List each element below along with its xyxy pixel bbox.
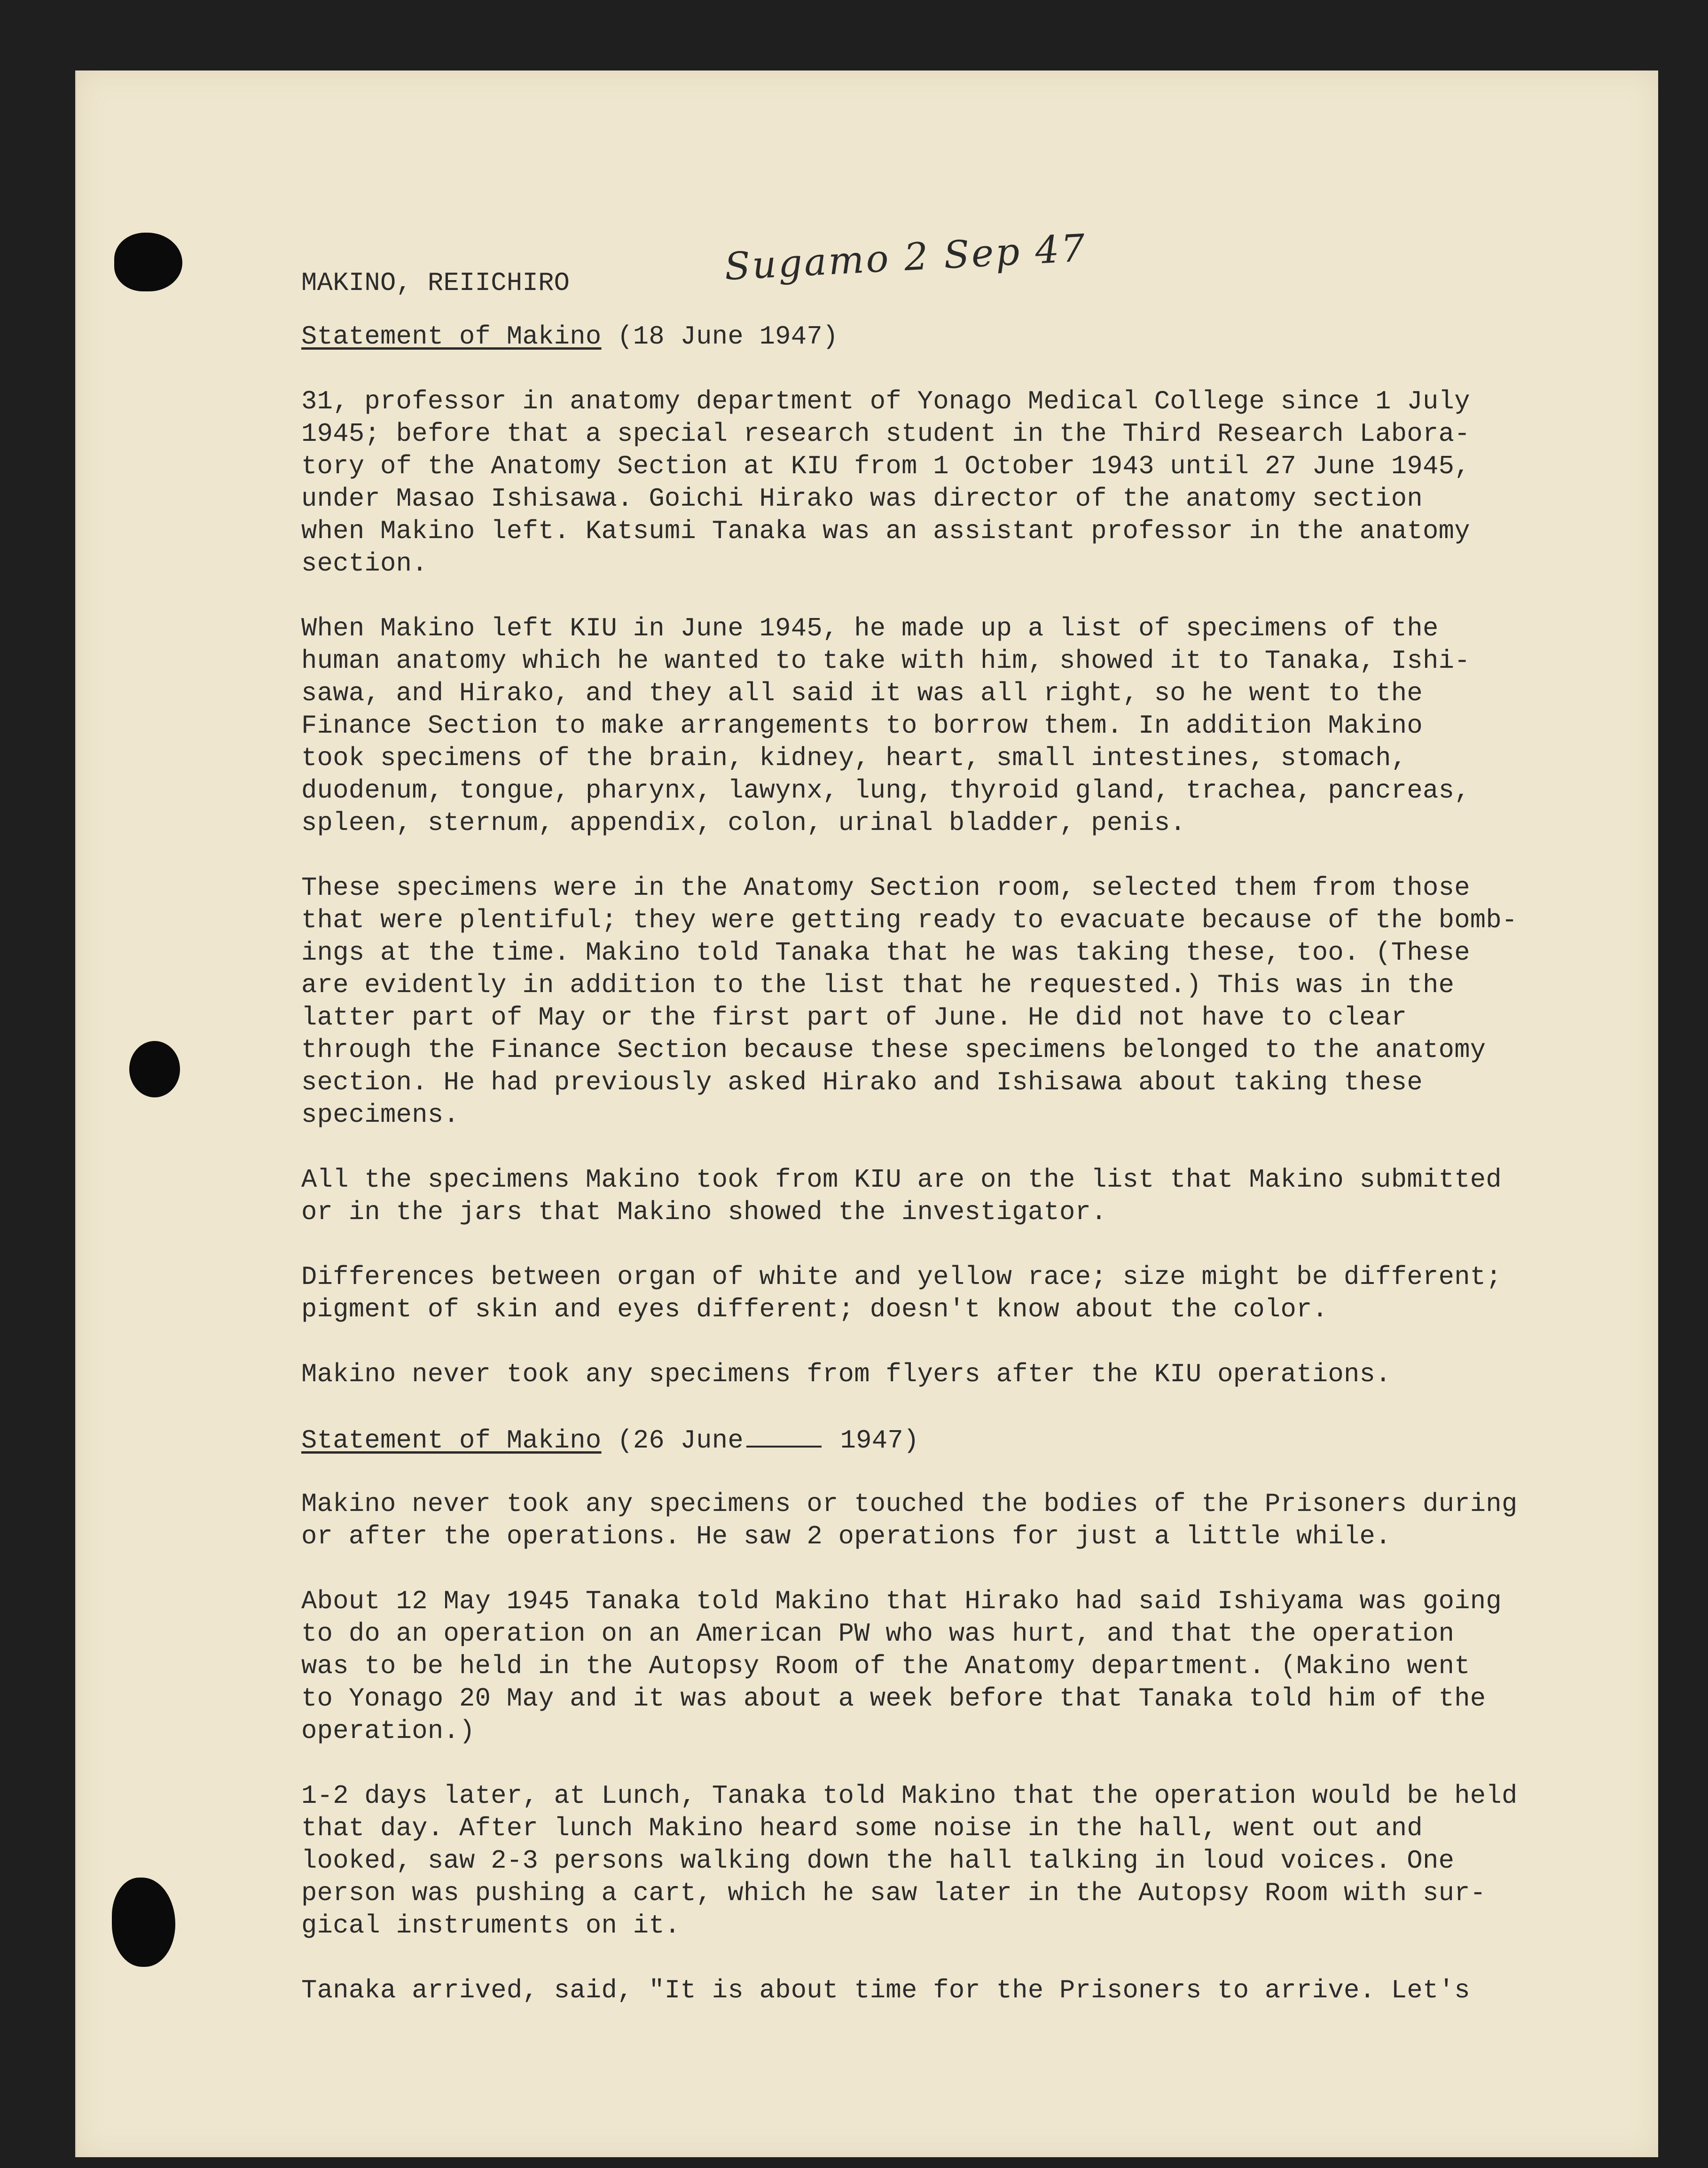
text-line: looked, saw 2-3 persons walking down the hall talking in loud voices. One (301, 1846, 1455, 1876)
text-line: to Yonago 20 May and it was about a week before that Tanaka told him of the (301, 1684, 1486, 1714)
paragraph (301, 1974, 1658, 2007)
text-line: sawa, and Hirako, and they all said it was all right, so he went to the (301, 679, 1423, 708)
statement-heading-title: Statement of Makino (301, 1426, 602, 1456)
punch-hole (129, 1041, 180, 1097)
handwritten-note: Sugamo 2 Sep 47 (723, 226, 1088, 289)
text-line: Tanaka arrived, said, "It is about time for the Prisoners to arrive. Let's (301, 1976, 1470, 2005)
date-blank-line (746, 1423, 822, 1448)
text-line: specimens. (301, 1100, 460, 1130)
paragraph (301, 872, 1658, 1131)
paragraph (301, 1585, 1658, 1747)
text-line: human anatomy which he wanted to take with him, showed it to Tanaka, Ishi- (301, 646, 1470, 676)
text-line: section. (301, 549, 428, 579)
text-line: 1-2 days later, at Lunch, Tanaka told Makino that the operation would be held (301, 1781, 1518, 1811)
typed-text (301, 226, 1658, 2039)
text-line: When Makino left KIU in June 1945, he made up a list of specimens of the (301, 614, 1439, 643)
text-line: All the specimens Makino took from KIU are on the list that Makino submitted (301, 1165, 1502, 1195)
text-line: took specimens of the brain, kidney, heart, small intestines, stomach, (301, 744, 1407, 773)
text-line: operation.) (301, 1716, 475, 1746)
text-line: ings at the time. Makino told Tanaka that he was taking these, too. (These (301, 938, 1470, 968)
statement-1-body (301, 385, 1658, 1391)
paragraph (301, 1780, 1658, 1942)
statement-heading-year: 1947) (824, 1426, 919, 1456)
text-line: through the Finance Section because these specimens belonged to the anatomy (301, 1035, 1486, 1065)
paragraph (301, 1261, 1658, 1326)
statement-heading-1 (301, 321, 1658, 353)
text-line: or after the operations. He saw 2 operations for just a little while. (301, 1522, 1391, 1551)
text-line: gical instruments on it. (301, 1911, 681, 1941)
text-line: spleen, sternum, appendix, colon, urinal bladder, penis. (301, 808, 1186, 838)
text-line: or in the jars that Makino showed the investigator. (301, 1197, 1107, 1227)
text-line: that were plentiful; they were getting ready to evacuate because of the bomb- (301, 906, 1518, 935)
paragraph (301, 612, 1658, 839)
text-line: under Masao Ishisawa. Goichi Hirako was director of the anatomy section (301, 484, 1423, 514)
name-header: MAKINO, REIICHIRO (301, 268, 570, 298)
text-line: Differences between organ of white and yellow race; size might be different; (301, 1262, 1502, 1292)
text-line: Makino never took any specimens or touched the bodies of the Prisoners during (301, 1489, 1518, 1519)
paragraph (301, 1488, 1658, 1553)
text-line: Makino never took any specimens from flyers after the KIU operations. (301, 1360, 1391, 1389)
paragraph (301, 1358, 1658, 1391)
punch-hole (114, 233, 182, 291)
text-line: that day. After lunch Makino heard some noise in the hall, went out and (301, 1814, 1423, 1843)
statement-2-body (301, 1488, 1658, 2007)
text-line: duodenum, tongue, pharynx, lawynx, lung, thyroid gland, trachea, pancreas, (301, 776, 1470, 806)
text-line: when Makino left. Katsumi Tanaka was an assistant professor in the anatomy (301, 517, 1470, 546)
text-line: to do an operation on an American PW who was hurt, and that the operation (301, 1619, 1455, 1649)
paragraph (301, 1164, 1658, 1229)
text-line: was to be held in the Autopsy Room of the Anatomy department. (Makino went (301, 1651, 1470, 1681)
text-line: 31, professor in anatomy department of Yonago Medical College since 1 July (301, 387, 1470, 416)
text-line: These specimens were in the Anatomy Section room, selected them from those (301, 873, 1470, 903)
text-line: About 12 May 1945 Tanaka told Makino that Hirako had said Ishiyama was going (301, 1587, 1502, 1616)
text-line: pigment of skin and eyes different; doesn't know about the color. (301, 1295, 1328, 1324)
text-line: latter part of May or the first part of June. He did not have to clear (301, 1003, 1407, 1033)
text-line: section. He had previously asked Hirako and Ishisawa about taking these (301, 1068, 1423, 1097)
text-line: 1945; before that a special research student in the Third Research Labora- (301, 419, 1470, 449)
statement-heading-date: (18 June 1947) (601, 322, 838, 352)
text-line: are evidently in addition to the list that he requested.) This was in the (301, 971, 1455, 1000)
document-page (75, 70, 1658, 2157)
punch-hole (112, 1878, 175, 1967)
text-line: tory of the Anatomy Section at KIU from 1 October 1943 until 27 June 1945, (301, 452, 1470, 481)
paragraph (301, 385, 1658, 580)
document-header (301, 226, 1658, 299)
statement-heading-2 (301, 1423, 1658, 1456)
text-line: person was pushing a cart, which he saw later in the Autopsy Room with sur- (301, 1878, 1486, 1908)
statement-heading-date: (26 June (601, 1426, 744, 1456)
statement-heading-title: Statement of Makino (301, 322, 602, 352)
text-line: Finance Section to make arrangements to borrow them. In addition Makino (301, 711, 1423, 741)
